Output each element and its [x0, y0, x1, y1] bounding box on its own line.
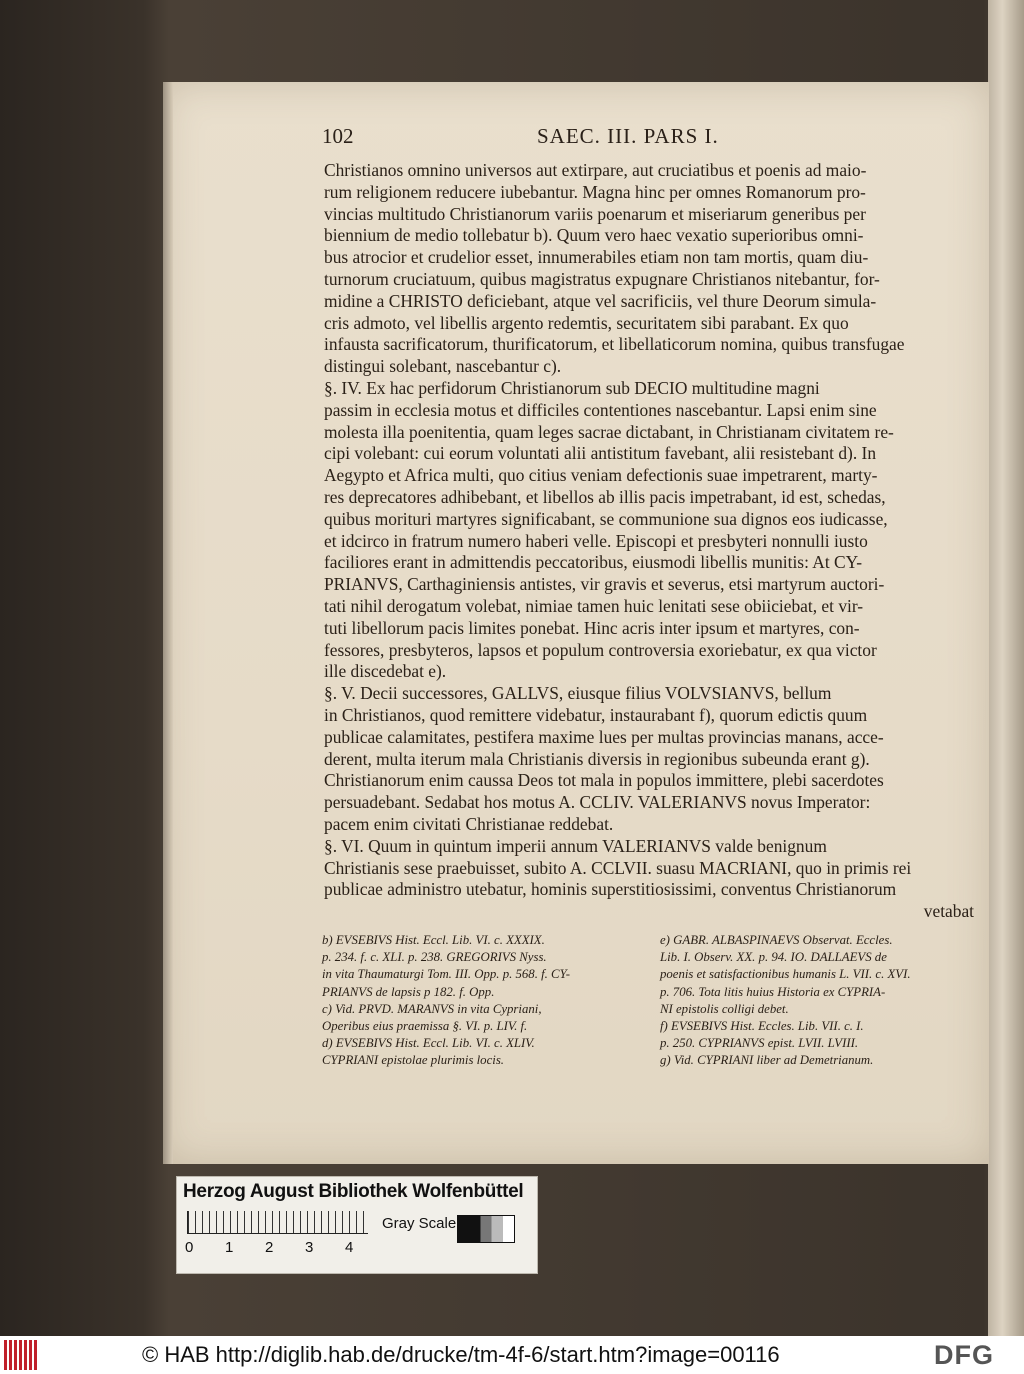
text-line: §. VI. Quum in quintum imperii annum VALERIANVS valde benignum: [324, 835, 827, 856]
text-line: persuadebant. Sedabat hos motus A. CCLIV. VALERIANVS novus Imperator:: [324, 792, 871, 813]
footnote-line: g) Vid. CYPRIANI liber ad Demetrianum.: [660, 1053, 874, 1068]
dfg-logo[interactable]: DFG: [934, 1340, 994, 1370]
footnote-line: e) GABR. ALBASPINAEVS Observat. Eccles.: [660, 933, 893, 947]
text-line: ille discedebat e).: [324, 661, 447, 682]
text-line: fessores, presbyteros, lapsos et populum controversia exoriebatur, ex qua victor: [324, 639, 877, 660]
footnote-line: d) EVSEBIVS Hist. Eccl. Lib. VI. c. XLIV.: [322, 1036, 535, 1051]
text-line: in Christianos, quod remittere videbatur, instaurabant f), quorum edictis quum: [324, 704, 868, 725]
text-line: tati nihil derogatum volebat, nimiae tamen huic lenitati sese obiiciebat, et vir-: [324, 595, 864, 616]
page-number: 102: [322, 124, 354, 148]
footnote-line: in vita Thaumaturgi Tom. III. Opp. p. 568. f. CY-: [322, 967, 571, 982]
text-line: passim in ecclesia motus et difficiles contentiones nascebantur. Lapsi enim sine: [324, 399, 877, 420]
text-line: pacem enim civitati Christianae reddebat.: [324, 813, 614, 834]
footnote-line: b) EVSEBIVS Hist. Eccl. Lib. VI. c. XXXIX.: [322, 933, 545, 947]
text-line: vetabat: [923, 901, 974, 922]
page-gutter: [163, 82, 173, 1164]
text-line: §. V. Decii successores, GALLVS, eiusque filius VOLVSIANVS, bellum: [324, 683, 832, 704]
text-line: cris admoto, vel libellis argento redemtis, securitatem sibi parabant. Ex quo: [324, 312, 849, 333]
text-line: Aegypto et Africa multi, quo citius veniam defectionis suae impetrarent, marty-: [324, 465, 878, 486]
text-line: midine a CHRISTO deficiebant, atque vel sacrificiis, vel thure Deorum simula-: [324, 290, 877, 311]
scale-number: 0: [185, 1239, 194, 1256]
text-line: vincias multitudo Christianorum variis poenarum et miseriarum generibus per: [324, 203, 866, 224]
scale-number: 4: [345, 1239, 354, 1256]
text-line: cipi volebant: cui eorum voluntati alii antistitum favebant, alii resistebant d). In: [324, 443, 877, 464]
footnote-line: f) EVSEBIVS Hist. Eccles. Lib. VII. c. I.: [660, 1019, 864, 1034]
scale-number: 3: [305, 1239, 314, 1256]
adjacent-page-edge: [988, 0, 1024, 1336]
text-line: biennium de medio tollebatur b). Quum vero haec vexatio superioribus omni-: [324, 225, 864, 246]
text-line: Christianos omnino universos aut extirpare, aut cruciatibus et poenis ad maio-: [324, 160, 867, 180]
text-line: tuti libellorum pacis limites ponebat. Hinc acris inter ipsum et martyres, con-: [324, 617, 860, 638]
text-line: faciliores erant in admittendis peccatoribus, eiusmodi libellis munitis: At CY-: [324, 552, 863, 573]
library-name: Herzog August Bibliothek Wolfenbüttel: [183, 1181, 524, 1202]
text-line: et idcirco in fratrum numero haberi velle. Episcopi et presbyteri nonnulli iusto: [324, 530, 868, 551]
footnotes: [322, 932, 982, 1068]
text-line: §. IV. Ex hac perfidorum Christianorum sub DECIO multitudine magni: [324, 377, 820, 398]
footnote-line: p. 706. Tota litis huius Historia ex CYPRIA-: [660, 984, 886, 999]
running-title: SAEC. III. PARS I.: [537, 124, 719, 148]
text-line: publicae administro utebatur, hominis superstitiosissimi, conventus Christianorum: [324, 879, 897, 900]
text-line: quibus morituri martyres significabant, se communione sua dignos eos iudicasse,: [324, 508, 888, 529]
footnote-line: Lib. I. Observ. XX. p. 94. IO. DALLAEVS de: [660, 950, 887, 965]
footnotes-right-column: [660, 932, 980, 1070]
main-text: [324, 160, 974, 923]
text-line: Christianorum enim caussa Deos tot mala in populos immittere, plebi sacerdotes: [324, 770, 884, 791]
footnote-line: NI epistolis colligi debet.: [660, 1001, 789, 1016]
scale-ruler: [187, 1211, 368, 1234]
gray-scale-bar: [457, 1215, 515, 1243]
text-line: bus atrocior et crudelior esset, innumerabiles etiam non tam mortis, quam diu-: [324, 247, 869, 268]
text-line: rum religionem reducere iubebantur. Magna hinc per omnes Romanorum pro-: [324, 181, 866, 202]
gray-scale-label: Gray Scale: [382, 1215, 457, 1232]
footnote-line: p. 234. f. c. XLI. p. 238. GREGORIVS Nyss.: [322, 950, 547, 965]
footnote-line: poenis et satisfactionibus humanis L. VII. c. XVI.: [660, 967, 911, 982]
text-line: turnorum cruciatuum, quibus magistratus expugnare Christianos nitebantur, for-: [324, 268, 880, 289]
footnote-line: p. 250. CYPRIANVS epist. LVII. LVIII.: [660, 1036, 859, 1051]
scale-numbers: [185, 1239, 385, 1256]
footnote-line: CYPRIANI epistolae plurimis locis.: [322, 1053, 504, 1068]
scale-number: 2: [265, 1239, 274, 1256]
text-line: res deprecatores adhibebant, et libellos ab illis pacis impetrabant, id est, schedas,: [324, 486, 886, 507]
scale-number: 1: [225, 1239, 234, 1256]
text-line: PRIANVS, Carthaginiensis antistes, vir gravis et severus, etsi martyrum auctori-: [324, 574, 885, 595]
text-line: Christianis sese praebuisset, subito A. CCLVII. suasu MACRIANI, quo in primis rei: [324, 857, 912, 878]
hab-logo-icon[interactable]: [4, 1340, 38, 1370]
footnote-line: c) Vid. PRVD. MARANVS in vita Cypriani,: [322, 1001, 542, 1016]
viewer-footer: [0, 1336, 1024, 1374]
text-line: molesta illa poenitentia, quam leges sacrae dictabant, in Christianam civitatem re-: [324, 421, 894, 442]
text-line: distingui solebant, nascebantur c).: [324, 356, 562, 377]
copyright-url[interactable]: © HAB http://diglib.hab.de/drucke/tm-4f-6/start.htm?image=00116: [142, 1342, 780, 1367]
footnote-line: PRIANVS de lapsis p 182. f. Opp.: [322, 984, 495, 999]
text-line: infausta sacrificatorum, thurificatorum, et libellaticorum nomina, quibus transfugae: [324, 334, 905, 355]
page-header: [322, 124, 972, 154]
text-line: derent, multa iterum mala Christianis diversis in regionibus subeunda erant g).: [324, 748, 870, 769]
text-line: publicae calamitates, pestifera maxime lues per multas provincias manans, acce-: [324, 726, 884, 747]
footnotes-left-column: [322, 932, 642, 1070]
footnote-line: Operibus eius praemissa §. VI. p. LIV. f.: [322, 1019, 528, 1034]
color-calibration-label: [176, 1176, 538, 1274]
